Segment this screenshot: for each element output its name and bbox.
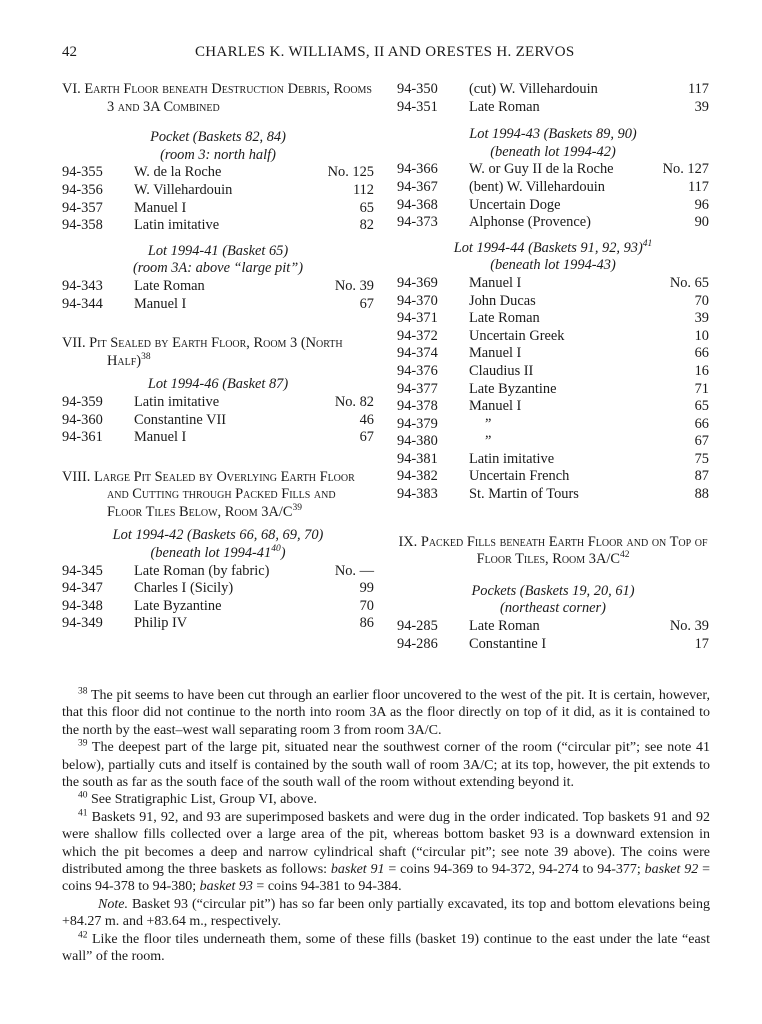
footnote-text: = coins 94-378 to 94-380;: [62, 862, 711, 895]
coin-name: Constantine VII: [134, 411, 227, 428]
section-vii-heading: [62, 335, 374, 370]
coin-row: [62, 615, 374, 633]
footnote-ref: 39: [292, 503, 302, 514]
catalog-number: 99: [359, 580, 374, 597]
coin-name: Latin imitative: [469, 450, 555, 467]
coin-name: Uncertain Doge: [469, 196, 561, 213]
coin-number: 94-382: [397, 468, 438, 485]
coin-number: 94-376: [397, 362, 438, 379]
coin-name: Manuel I: [134, 199, 187, 216]
coin-row: [397, 328, 709, 346]
footnote-text: Basket 93 (“circular pit”) has so far been only partially excavated, its top and bottom elevations being +84.27 m. and +83.64 m., respectively.: [62, 896, 710, 930]
catalog-number: 17: [694, 635, 709, 652]
coin-row: [397, 197, 709, 215]
coin-row: [397, 618, 709, 636]
coin-row: [62, 598, 374, 616]
running-head: CHARLES K. WILLIAMS, II AND ORESTES H. ZERVOS: [195, 44, 575, 60]
coin-number: 94-372: [397, 327, 438, 344]
footnote-41-note: [62, 896, 710, 931]
coin-row: [397, 416, 709, 434]
catalog-number: 65: [359, 199, 374, 216]
lot-heading: [397, 240, 709, 258]
coin-number: 94-381: [397, 450, 438, 467]
section-vii-title: VII. Pit Sealed by Earth Floor, Room 3 (North Half): [62, 335, 343, 369]
footnote-ref: 40: [271, 544, 281, 555]
coin-number: 94-373: [397, 214, 438, 231]
coin-name: (bent) W. Villehardouin: [469, 178, 605, 195]
section-ix-heading: [397, 534, 709, 569]
coin-row: [397, 81, 709, 99]
catalog-number: No. —: [334, 562, 374, 579]
section-viii-title: VIII. Large Pit Sealed by Overlying Earth Floor and Cutting through Packed Fills and Floor Tiles Below, Room 3A/C: [62, 468, 355, 520]
right-column: [397, 81, 709, 653]
lot-heading: Lot 1994-43 (Baskets 89, 90): [469, 126, 637, 143]
catalog-number: 70: [359, 597, 374, 614]
catalog-number: 117: [687, 178, 709, 195]
footnote-text: Baskets 91, 92, and 93 are superimposed baskets and were dug in the order indicated. Top baskets 91 and 92 were shallow fills collected over a large area of the pit, whereas bottom basket 93 is a downward extension in which the pit becomes a deep and narrow cylindrical shaft (“circular pit”; see note 39 above). The coins were distributed among the three baskets as follows:: [62, 809, 710, 878]
coin-name: W. de la Roche: [134, 164, 222, 181]
ditto-mark: ”: [485, 433, 492, 450]
coin-row: [397, 161, 709, 179]
coin-name: Late Byzantine: [469, 380, 557, 397]
footnote-42: [62, 931, 710, 966]
coin-number: 94-379: [397, 415, 438, 432]
coin-row: [62, 429, 374, 447]
catalog-number: 112: [352, 181, 374, 198]
lot-subheading: [62, 545, 374, 563]
coin-name: Manuel I: [134, 429, 187, 446]
coin-name: Late Roman (by fabric): [134, 562, 270, 579]
coin-number: 94-351: [397, 98, 438, 115]
coin-name: Manuel I: [469, 398, 522, 415]
coin-row: [397, 486, 709, 504]
lot-heading: Lot 1994-41 (Basket 65): [147, 242, 289, 259]
section-ix-title: IX. Packed Fills beneath Earth Floor and on Top of Floor Tiles, Room 3A/C: [398, 533, 708, 568]
coin-row: [397, 636, 709, 654]
coin-number: 94-370: [397, 292, 438, 309]
coin-number: 94-343: [62, 277, 103, 294]
coin-name: (cut) W. Villehardouin: [469, 81, 598, 97]
coin-number: 94-366: [397, 161, 438, 178]
coin-list: [397, 275, 709, 504]
footnote-text: The pit seems to have been cut through an earlier floor uncovered to the west of the pit. It is certain, however, that this floor did not continue to the north into room 3A as the floor directly on top of it did, as it is contained to the north by the east–west wall separating room 3 from room 3A/C.: [62, 688, 710, 738]
coin-row: [62, 278, 374, 296]
coin-row: [397, 293, 709, 311]
catalog-number: 87: [694, 468, 709, 485]
catalog-number: 39: [694, 310, 709, 327]
catalog-number: No. 39: [334, 277, 374, 294]
catalog-number: 75: [694, 450, 709, 467]
coin-name: Manuel I: [469, 345, 522, 362]
coin-number: 94-380: [397, 433, 438, 450]
coin-row: [62, 580, 374, 598]
footnote-ref: 38: [141, 351, 151, 362]
catalog-number: 86: [359, 615, 374, 632]
coin-name: Claudius II: [469, 362, 534, 379]
section-viii-heading: [62, 469, 374, 522]
coin-row: [62, 182, 374, 200]
coin-row: [397, 398, 709, 416]
coin-name: Philip IV: [134, 615, 188, 632]
pocket-subheading: (room 3: north half): [160, 146, 276, 163]
catalog-number: 71: [694, 380, 709, 397]
note-label: Note.: [98, 896, 128, 912]
footnote-39: [62, 739, 710, 791]
coin-number: 94-359: [62, 393, 103, 410]
coin-row: [397, 433, 709, 451]
footnote-text: The deepest part of the large pit, situated near the southwest corner of the room (“circular pit”; see note 41 below), partially cuts and itself is contained by the south wall of room 3A/C; at its top, however, the pit extends to the south as far as the south face of the south wall of the room without extending beyond it.: [62, 740, 710, 791]
coin-list: [62, 278, 374, 313]
catalog-number: 65: [694, 398, 709, 415]
pocket-heading: Pockets (Baskets 19, 20, 61): [471, 582, 635, 599]
coin-row: [397, 363, 709, 381]
coin-row: [397, 214, 709, 232]
coin-row: [397, 451, 709, 469]
coin-name: Late Byzantine: [134, 597, 222, 614]
coin-name: Manuel I: [134, 295, 187, 312]
coin-row: [62, 296, 374, 314]
footnote-number: 39: [78, 738, 88, 749]
catalog-number: 67: [359, 429, 374, 446]
coin-list: [397, 618, 709, 653]
coin-list: [62, 394, 374, 447]
catalog-number: No. 127: [662, 161, 709, 178]
pocket-subheading: (northeast corner): [500, 600, 606, 617]
coin-number: 94-377: [397, 380, 438, 397]
coin-number: 94-349: [62, 615, 103, 632]
lot-subheading: (room 3A: above “large pit”): [132, 260, 303, 277]
coin-row: [397, 345, 709, 363]
footnote-text: = coins 94-369 to 94-372, 94-274 to 94-377;: [388, 862, 641, 878]
coin-row: [62, 200, 374, 218]
coin-name: Uncertain French: [469, 468, 570, 485]
pocket-heading: Pocket (Baskets 82, 84): [150, 129, 286, 146]
catalog-number: 46: [359, 411, 374, 428]
catalog-number: 66: [694, 415, 709, 432]
coin-list: [62, 563, 374, 633]
catalog-number: 90: [694, 214, 709, 231]
coin-row: [62, 394, 374, 412]
catalog-number: 96: [694, 196, 709, 213]
footnote-ref: 41: [642, 238, 653, 249]
catalog-number: 16: [694, 362, 709, 379]
coin-number: 94-347: [62, 580, 103, 597]
coin-number: 94-348: [62, 597, 103, 614]
coin-name: Late Roman: [469, 618, 540, 635]
coin-list: [397, 161, 709, 231]
coin-name: Constantine I: [469, 635, 547, 652]
coin-number: 94-371: [397, 310, 438, 327]
coin-name: Alphonse (Provence): [469, 214, 591, 231]
footnote-number: 38: [78, 686, 88, 697]
catalog-number: 70: [694, 292, 709, 309]
coin-number: 94-344: [62, 295, 103, 312]
coin-number: 94-285: [397, 618, 438, 635]
coin-row: [62, 217, 374, 235]
coin-name: Uncertain Greek: [469, 327, 565, 344]
coin-number: 94-286: [397, 635, 438, 652]
lot-heading: Lot 1994-46 (Basket 87): [147, 376, 289, 393]
basket-label: basket 91: [330, 862, 385, 878]
coin-name: Latin imitative: [134, 217, 220, 234]
catalog-number: 66: [694, 345, 709, 362]
coin-name: Manuel I: [469, 274, 522, 291]
basket-label: basket 92: [644, 862, 699, 878]
coin-row: [62, 164, 374, 182]
coin-number: 94-355: [62, 164, 103, 181]
coin-number: 94-378: [397, 398, 438, 415]
coin-row: [397, 275, 709, 293]
coin-name: St. Martin of Tours: [469, 486, 579, 503]
catalog-number: No. 125: [327, 164, 374, 181]
coin-number: 94-368: [397, 196, 438, 213]
footnote-number: 40: [78, 790, 88, 801]
left-column: [62, 81, 374, 633]
catalog-number: No. 39: [669, 618, 709, 635]
coin-row: [397, 381, 709, 399]
lot-subheading: (beneath lot 1994-42): [490, 143, 616, 160]
catalog-number: 10: [694, 327, 709, 344]
catalog-number: 82: [359, 217, 374, 234]
catalog-number: 67: [359, 295, 374, 312]
coin-row: [397, 99, 709, 117]
coin-list: [397, 81, 709, 116]
coin-number: 94-361: [62, 429, 103, 446]
lot-subheading-end: ): [280, 545, 286, 562]
footnote-40: [62, 791, 710, 808]
coin-row: [62, 412, 374, 430]
footnote-number: 42: [78, 930, 88, 941]
basket-label: basket 93: [199, 879, 253, 895]
coin-number: 94-367: [397, 178, 438, 195]
lot-heading-text: Lot 1994-44 (Baskets 91, 92, 93): [453, 239, 643, 256]
coin-number: 94-356: [62, 181, 103, 198]
catalog-number: No. 82: [334, 393, 374, 410]
coin-row: [397, 468, 709, 486]
coin-name: Latin imitative: [134, 393, 220, 410]
footnote-ref: 42: [619, 550, 630, 561]
footnote-41: [62, 809, 710, 896]
lot-subheading-text: (beneath lot 1994-41: [150, 545, 272, 562]
coin-number: 94-357: [62, 199, 103, 216]
coin-row: [397, 179, 709, 197]
coin-name: John Ducas: [469, 292, 536, 309]
coin-number: 94-345: [62, 562, 103, 579]
page-number: 42: [62, 44, 77, 60]
coin-name: Late Roman: [134, 277, 205, 294]
footnote-38: [62, 687, 710, 739]
coin-name: W. or Guy II de la Roche: [469, 161, 614, 178]
coin-number: 94-350: [397, 81, 438, 97]
coin-name: Charles I (Sicily): [134, 580, 234, 597]
coin-number: 94-360: [62, 411, 103, 428]
coin-number: 94-383: [397, 486, 438, 503]
coin-number: 94-374: [397, 345, 438, 362]
footnote-text: See Stratigraphic List, Group VI, above.: [91, 792, 318, 808]
coin-number: 94-369: [397, 274, 438, 291]
coin-list: [62, 164, 374, 234]
lot-heading: Lot 1994-42 (Baskets 66, 68, 69, 70): [112, 527, 324, 544]
coin-row: [62, 563, 374, 581]
coin-number: 94-358: [62, 217, 103, 234]
catalog-number: 39: [694, 98, 709, 115]
coin-name: Late Roman: [469, 310, 540, 327]
footnote-number: 41: [78, 808, 88, 819]
catalog-number: 67: [694, 433, 709, 450]
coin-row: [397, 310, 709, 328]
coin-name: W. Villehardouin: [134, 181, 233, 198]
footnote-text: = coins 94-381 to 94-384.: [256, 879, 402, 895]
footnote-text: Like the floor tiles underneath them, some of these fills (basket 19) continue to the east under the late “east wall” of the room.: [62, 931, 710, 965]
section-vi-heading: VI. Earth Floor beneath Destruction Debris, Rooms 3 and 3A Combined: [62, 81, 372, 115]
lot-subheading: (beneath lot 1994-43): [490, 257, 616, 274]
catalog-number: No. 65: [669, 274, 709, 291]
catalog-number: 117: [687, 81, 709, 97]
footnotes: [62, 687, 710, 966]
ditto-mark: ”: [485, 415, 492, 432]
catalog-number: 88: [694, 486, 709, 503]
coin-name: Late Roman: [469, 98, 540, 115]
